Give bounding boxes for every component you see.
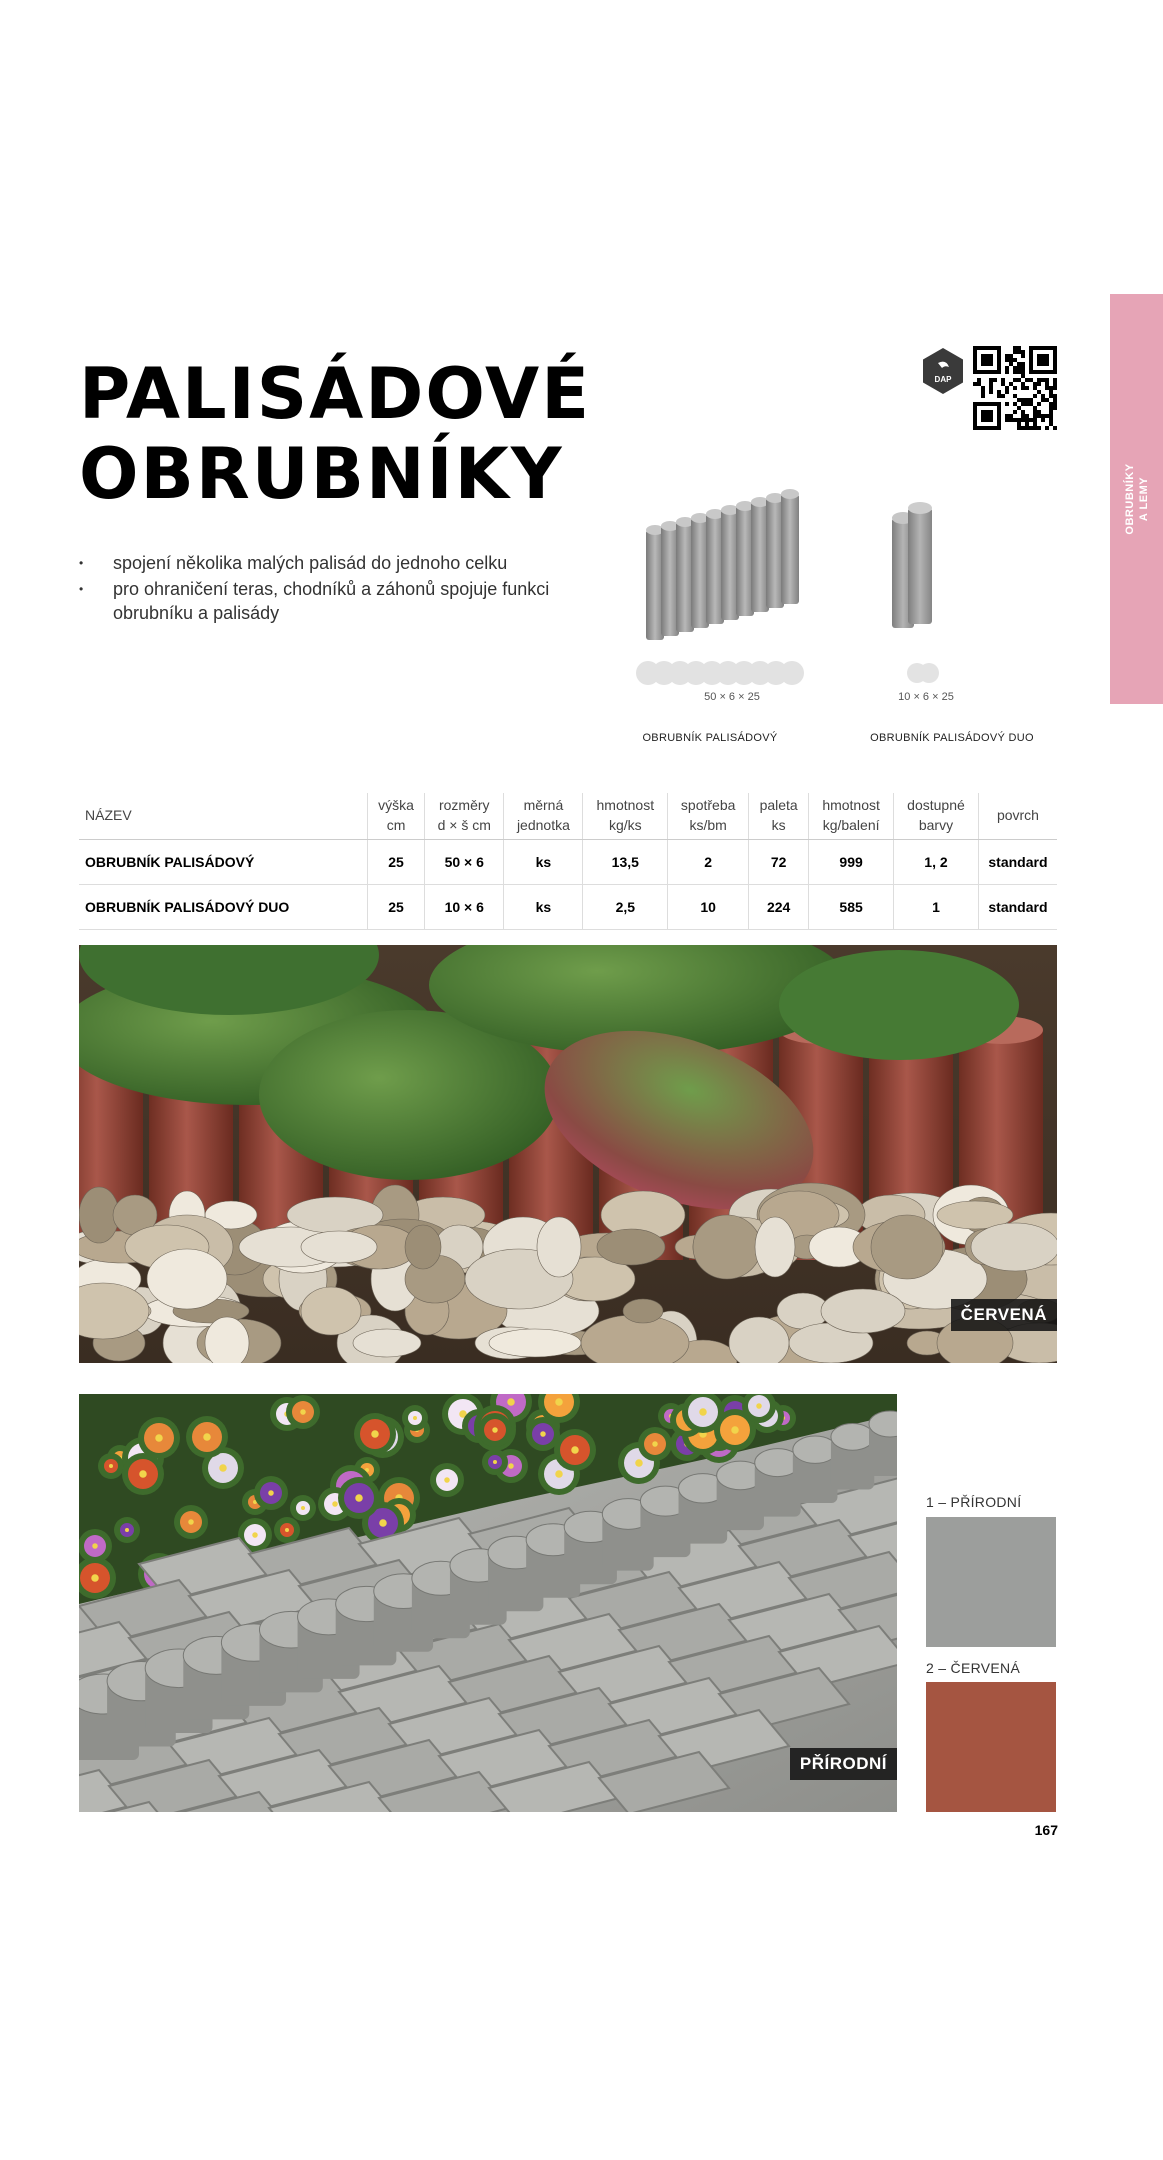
product-dimensions: 10 × 6 × 25 [898,691,954,703]
product-label: OBRUBNÍK PALISÁDOVÝ [642,732,778,744]
column-header: výška cm [368,793,425,840]
table-cell: 13,5 [583,840,668,885]
table-cell: OBRUBNÍK PALISÁDOVÝ DUO [79,885,368,930]
page-title [79,354,591,514]
photo-color-label: PŘÍRODNÍ [790,1748,897,1780]
side-tab-line-1: OBRUBNÍKY [1123,463,1136,535]
feature-item: • pro ohraničení teras, chodníků a záhonů spojuje funkci obrubníku a palisády [79,577,579,625]
table-cell: 72 [749,840,809,885]
table-cell: 10 [668,885,749,930]
table-cell: standard [978,840,1057,885]
title-line-2: OBRUBNÍKY [79,433,564,515]
photo-color-label: ČERVENÁ [951,1299,1057,1331]
dap-badge-icon [918,346,968,396]
table-cell: 10 × 6 [425,885,504,930]
product-top-view-palisadovy [636,660,822,686]
swatch-label: 2 – ČERVENÁ [926,1660,1021,1676]
side-tab-line-2: A LEMY [1137,476,1150,522]
column-header: povrch [978,793,1057,840]
table-header-row [79,793,1057,840]
table-cell: ks [504,885,583,930]
title-line-1: PALISÁDOVÉ [79,353,592,435]
product-top-view-duo [907,662,941,684]
column-header: paleta ks [749,793,809,840]
dap-badge-text: DAP [934,375,952,384]
column-header: rozměry d × š cm [425,793,504,840]
product-dimensions: 50 × 6 × 25 [704,691,760,703]
photo-red-palisades [79,945,1057,1363]
table-cell: 25 [368,885,425,930]
column-header: spotřeba ks/bm [668,793,749,840]
table-cell: 1 [894,885,979,930]
column-header: hmotnost kg/ks [583,793,668,840]
table-cell: ks [504,840,583,885]
side-tab-text [1123,463,1151,534]
product-image-palisadovy-duo [884,500,944,640]
color-swatch-red [926,1682,1056,1812]
spec-table [79,793,1057,930]
table-cell: 2,5 [583,885,668,930]
feature-item: • spojení několika malých palisád do jednoho celku [79,551,579,575]
table-cell: 2 [668,840,749,885]
page-number: 167 [1034,1822,1058,1838]
table-row [79,885,1057,930]
table-cell: OBRUBNÍK PALISÁDOVÝ [79,840,368,885]
table-cell: 224 [749,885,809,930]
table-row [79,840,1057,885]
table-cell: 585 [809,885,894,930]
column-header: dostupné barvy [894,793,979,840]
section-side-tab [1110,294,1163,704]
table-cell: 999 [809,840,894,885]
table-cell: 50 × 6 [425,840,504,885]
photo-natural-palisades [79,1394,897,1812]
color-swatch-natural [926,1517,1056,1647]
product-label: OBRUBNÍK PALISÁDOVÝ DUO [870,732,1034,744]
swatch-label: 1 – PŘÍRODNÍ [926,1494,1022,1510]
column-header: NÁZEV [79,793,368,840]
table-cell: standard [978,885,1057,930]
table-cell: 25 [368,840,425,885]
column-header: hmotnost kg/balení [809,793,894,840]
feature-list [79,551,579,627]
column-header: měrná jednotka [504,793,583,840]
table-cell: 1, 2 [894,840,979,885]
qr-code-icon[interactable] [973,346,1057,430]
product-image-palisadovy [640,484,810,654]
